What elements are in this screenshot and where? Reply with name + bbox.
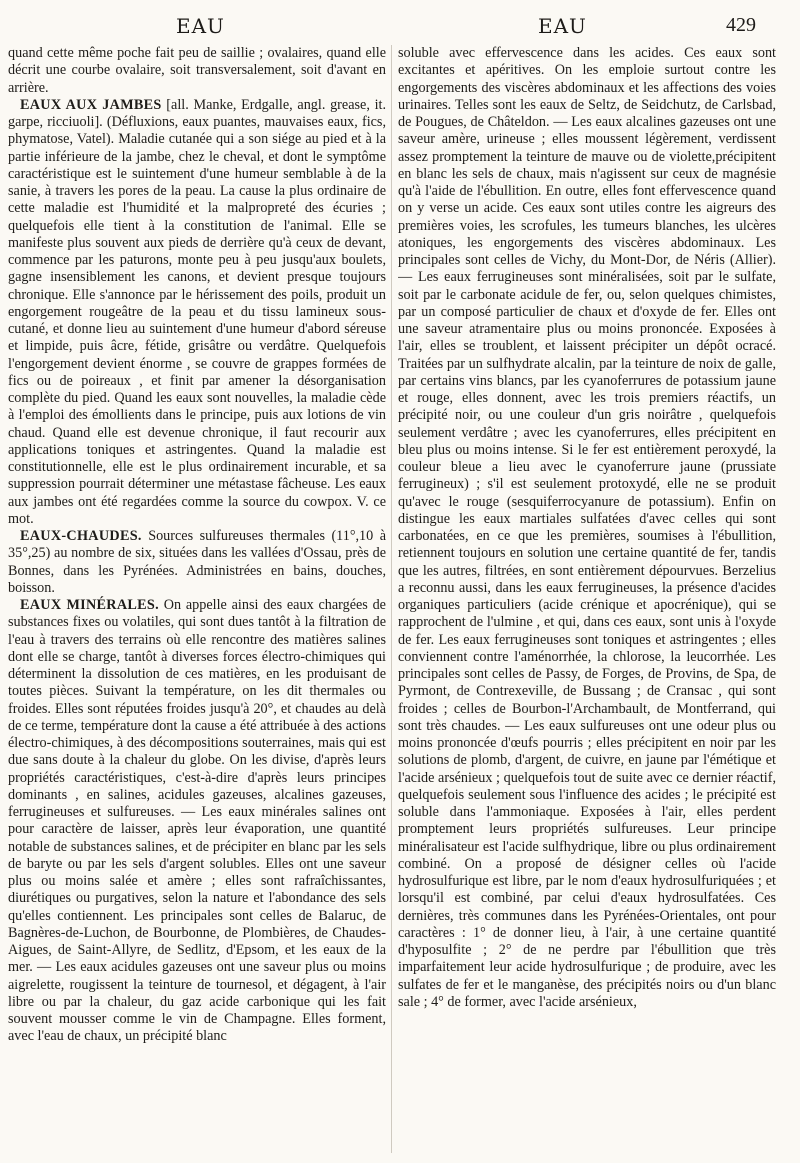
continued-paragraph: quand cette même poche fait peu de saillie ; ovalaires, quand elle décrit une courbe ovalaire, soit transversalement, soit d'avant en arrière. — [8, 45, 386, 96]
running-head-right: EAU — [538, 14, 587, 38]
entry-eaux-minerales — [8, 597, 386, 1046]
continued-paragraph-right: soluble avec effervescence dans les acides. Ces eaux sont excitantes et apéritives. On les emploie surtout contre les engorgements des viscères abdominaux et les affections des voies urinaires. Telles sont les eaux de Seltz, de Seidchutz, de Carlsbad, de Pougues, de Châteldon. — Les eaux alcalines gazeuses ont une saveur amère, urineuse ; elles moussent légèrement, verdissent assez promptement la teinture de mauve ou de violette,précipitent en blanc les sels de chaux, mais n'agissent sur ceux de magnésie qu'à l'aide de l'ébullition. En outre, elles font effervescence quand on y verse un acide. Ces eaux sont utiles contre les aigreurs des premières voies, les scrofules, les tumeurs blanches, les ulcères atoniques, les engorgements des viscères abdominaux. Les principales sont celles de Vichy, du Mont-Dor, de Néris (Allier). — Les eaux ferrugineuses sont minéralisées, soit par le sulfate, soit par le carbonate acidule de fer, ou, selon quelques chimistes, par un composé particulier de chaux et d'oxyde de fer. Elles ont une saveur atramentaire plus ou moins prononcée. Exposées à l'air, elles se troublent, et laissent précipiter un dépôt ocracé. Traitées par un sulfhydrate alcalin, par la teinture de noix de galle, par certains vins blancs, par les cyanoferrures de potassium jaune et rouge, elles donnent, avec les trois premiers réactifs, un précipité noir, ou une couleur d'un gris noirâtre , quelquefois seulement verdâtre ; avec les cyanoferrures, elles précipitent en bleu plus ou moins intense. Si le fer est entièrement peroxydé, la couleur bleue a lieu avec le cyanoferrure jaune (prussiate ferrugineux) ; s'il est seulement protoxydé, elle ne se produit qu'avec le rouge (sesquiferrocyanure de potassium). Enfin on distingue les eaux martiales sulfatées d'avec celles qui sont carbonatées, en ce que les premières, soumises à l'ébullition, retiennent toujours en solution une certaine quantité de fer, tandis que les autres, filtrées, en sont entièrement dépourvues. Berzelius a reconnu aussi, dans les eaux ferrugineuses, la présence d'acides organiques particuliers (acide crénique et apocrénique), qui se rapprochent de l'ulmine , et qui, dans ces eaux, sont unis à l'oxyde de fer. Les eaux ferrugineuses sont toniques et astringentes ; elles conviennent contre l'aménorrhée, la chlorose, la leucorrhée. Les principales sont celles de Passy, de Forges, de Provins, de Spa, de Pyrmont, de Contrexeville, de Bussang ; de Cransac , qui sont froides ; celles de Bourbon-l'Archambault, de Montferrand, qui sont très chaudes. — Les eaux sulfureuses ont une odeur plus ou moins prononcée d'œufs pourris ; elles précipitent en noir par les solutions de plomb, d'argent, de cuivre, en jaune par l'émétique et l'acide arsénieux ; quelquefois tout de suite avec ce dernier réactif, quelquefois seulement sous l'influence des acides ; le précipité est soluble dans l'ammoniaque. Exposées à l'air, elles perdent promptement leurs propriétés sulfureuses. Leur principe minéralisateur est l'acide sulfhydrique, libre ou plus ordinairement combiné. On a proposé de désigner celles où l'acide hydrosulfurique est libre, par le nom d'eaux hydrosulfuriquées ; et lorsqu'il est combiné, par celui d'eaux hydrosulfatées. Ces dernières, très communes dans les Pyrénées-Orientales, ont pour caractères : 1° de donner lieu, à l'air, à une certaine quantité d'hyposulfite ; 2° de ne perdre par l'ébullition que très imparfaitement leur acide hydrosulfurique ; de produire, avec les sulfates de fer et le manganèse, des précipités noirs ou d'un blanc sale ; 4° de former, avec l'acide arsénieux, — [398, 45, 776, 1010]
entry-eaux-aux-jambes — [8, 97, 386, 528]
entry-text-eaux-chaudes: Sources sulfureuses thermales (11°,10 à 35°,25) au nombre de six, situées dans les vallées d'Ossau, près de Bonnes, dans les Pyrénées. Administrées en bains, douches, boisson. — [8, 528, 386, 596]
column-divider — [391, 45, 392, 1153]
entry-eaux-chaudes — [8, 528, 386, 597]
left-column — [8, 45, 386, 1155]
right-column — [398, 45, 776, 1155]
page-header — [0, 14, 800, 40]
entry-text-eaux-aux-jambes: [all. Manke, Erdgalle, angl. grease, it. garpe, ricciuoli]. (Défluxions, eaux puantes, mauvaises eaux, fics, phymatose, Vatel). Maladie cutanée qui a son siége au pied et à la partie inférieure de la jambe, chez le cheval, et dont le symptôme caractéristique est le suintement d'une humeur semblable à de la sanie, à travers les pores de la peau. La cause la plus ordinaire de cette maladie est l'humidité et la malpropreté des écuries ; quelquefois elle tient à la constitution de l'animal. Elle se manifeste plus souvent aux pieds de derrière qu'à ceux de devant, commence par les paturons, monte peu à peu jusqu'aux boulets, gagne insensiblement les canons, et devient presque toujours chronique. Elle s'annonce par le hérissement des poils, produit un engorgement rougeâtre de la peau et du tissu lamineux sous-cutané, et donne lieu au suintement d'une humeur d'abord séreuse et limpide, puis âcre, fétide, grisâtre ou verdâtre. Quelquefois l'engorgement devient énorme , se couvre de grappes formées de fics ou de poireaux , et finit par amener la désorganisation complète du pied. Quand les eaux sont nouvelles, la maladie cède à l'emploi des émollients dans le principe, puis aux lotions de vin chaud. Quand elle est devenue chronique, il faut recourir aux applications toniques et astringentes. Quand la maladie est constitutionnelle, elle est le plus ordinairement incurable, et sa suppression pourrait déterminer une métastase fâcheuse. Les eaux aux jambes ont été regardées comme la source du cowpox. V. ce mot. — [8, 96, 386, 527]
headword-eaux-minerales: EAUX MINÉRALES. — [20, 597, 159, 613]
entry-text-eaux-minerales: On appelle ainsi des eaux chargées de substances fixes ou volatiles, qui sont dues tantôt à la filtration de l'eau à travers des terrains où elle rencontre des matières salines dont elle se charge, tantôt à diverses forces électro-chimiques qui déterminent la dissolution de ces matières, en les produisant de toutes pièces. Suivant la température, on les dit thermales ou froides. Elles sont réputées froides jusqu'à 20°, et chaudes au delà de ce terme, température dont la cause a été attribuée à des actions électro-chimiques, à des décompositions souterraines, mais qui est due sans doute à la chaleur du globe. On les divise, d'après leurs propriétés caractéristiques, c'est-à-dire d'après leurs principes dominants , en salines, acidules gazeuses, alcalines gazeuses, ferrugineuses et sulfureuses. — Les eaux minérales salines ont pour caractère de laisser, après leur évaporation, une quantité notable de substances salines, et de précipiter en blanc par les sels de baryte ou par les sels d'argent solubles. Elles ont une saveur plus ou moins salée et amère ; elles sont rafraîchissantes, diurétiques ou purgatives, selon la nature et l'abondance des sels qu'elles contiennent. Les principales sont celles de Balaruc, de Bagnères-de-Luchon, de Bourbonne, de Plombières, de Chaudes-Aigues, de Saint-Allyre, de Sedlitz, d'Epsom, et les eaux de la mer. — Les eaux acidules gazeuses ont une saveur plus ou moins aigrelette, rougissent la teinture de tournesol, et dégagent, à l'air libre ou par la chaleur, du gaz acide carbonique qui les fait souvent mousser comme le vin de Champagne. Elles forment, avec l'eau de chaux, un précipité blanc — [8, 597, 386, 1045]
running-head-left: EAU — [176, 14, 225, 38]
headword-eaux-aux-jambes: EAUX AUX JAMBES — [20, 96, 162, 113]
page-number: 429 — [726, 14, 756, 36]
headword-eaux-chaudes: EAUX-CHAUDES. — [20, 528, 142, 544]
